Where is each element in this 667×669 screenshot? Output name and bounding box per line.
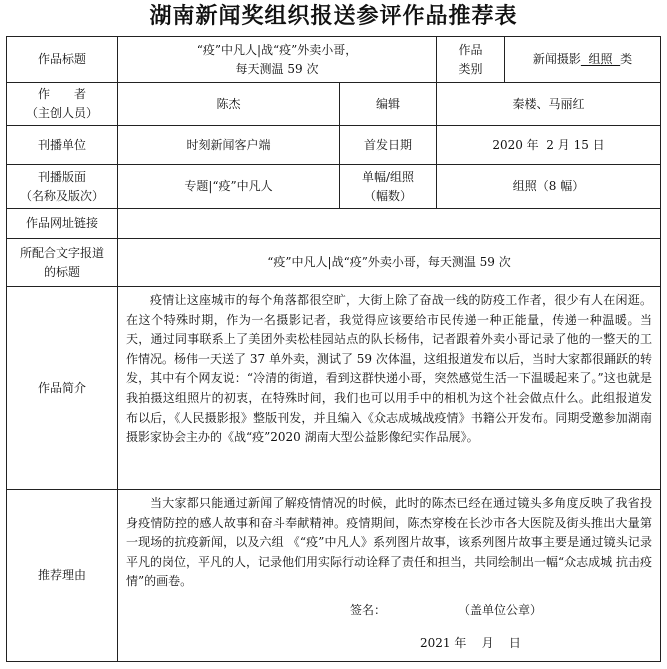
sign-line [350, 600, 570, 620]
publisher-label: 刊播单位 [37, 137, 86, 152]
category-label: 作品 类别 [458, 42, 483, 76]
headline-label: 所配合文字报道 的标题 [19, 245, 104, 279]
editor-value: 秦楼、马丽红 [512, 96, 585, 111]
table-border [6, 661, 661, 662]
work-title-line-1: “疫”中凡人|战“疫”外卖小哥， [196, 42, 358, 57]
work-title-line-2: 每天测温 59 次 [235, 61, 319, 76]
sign-label: 签名： [350, 602, 387, 617]
headline-value: “疫”中凡人|战“疫”外卖小哥，每天测温 59 次 [267, 255, 511, 269]
url-value [118, 209, 660, 238]
author-label: 作 者 （主创人员） [25, 87, 98, 120]
intro-label: 作品简介 [37, 380, 86, 395]
page-title: 湖南新闻奖组织报送参评作品推荐表 [149, 4, 518, 29]
publisher-value: 时刻新闻客户端 [186, 137, 271, 152]
intro-text: 疫情让这座城市的每个角落都很空旷，大街上除了奋战一线的防疫工作者，很少有人在闲逛。在这个特殊时期，作为一名摄影记者，我觉得应该要给市民传递一种正能量，传递一种温暖。当天，通过同事联系上了美团外卖松桂园站点的队长杨伟，记者跟着外卖小哥记录了他的一整天的工作情况。杨伟一天送了 37 单外卖，测试了 59 次体温，这组报道发布以后，当时大家都很踊跃的转发，其中有个网友说：“冷清的街道，看到这群快递小哥，突然感觉生活一下温暖起来了。”这也就是我拍摄这组照片的初衷，在特殊时间，我们也可以用手中的相机为这个社会做点什么。此组报道发布以后，《人民摄影报》整版刊发，并且编入《众志成城战疫情》书籍公开发布。同期受邀参加湖南摄影家协会主办的《战“疫”2020 湖南大型公益影像纪实作品展》。 [126, 293, 652, 445]
editor-label: 编辑 [375, 96, 400, 111]
sign-date: 2021 年 月 日 [420, 635, 521, 650]
reason-text: 当大家都只能通过新闻了解疫情情况的时候，此时的陈杰已经在通过镜头多角度反映了我省投身疫情防控的感人故事和奋斗奉献精神。疫情期间，陈杰穿梭在长沙市各大医院及街头推出大量第一现场的抗疫新闻，以及六组 《“疫”中凡人》系列图片故事，该系列图片故事主要是通过镜头记录平凡的岗位，平凡的人，记录他们用实际行动诠释了责任和担当，共同绘制出一幅“众志成城 抗击疫情”的画卷。 [126, 496, 652, 589]
layout-label: 刊播版面 （名称及版次） [19, 169, 104, 203]
format-value: 组照（8 幅） [512, 179, 585, 193]
reason-label: 推荐理由 [37, 568, 86, 582]
url-label: 作品网址链接 [25, 216, 98, 230]
work-title-value [118, 37, 436, 82]
layout-value: 专题|“疫”中凡人 [184, 179, 273, 193]
work-title-label: 作品标题 [37, 52, 86, 66]
table-border [660, 36, 661, 662]
category-value: 新闻摄影 组照 类 [505, 37, 660, 82]
first-date-label: 首发日期 [363, 137, 412, 152]
author-value: 陈杰 [216, 96, 241, 111]
category-fill: 组照 [588, 52, 613, 66]
first-date-value: 2020 年 2 月 15 日 [492, 137, 605, 152]
format-label: 单幅/组照 （幅数） [361, 169, 415, 203]
seal-label: （盖单位公章） [458, 602, 543, 617]
